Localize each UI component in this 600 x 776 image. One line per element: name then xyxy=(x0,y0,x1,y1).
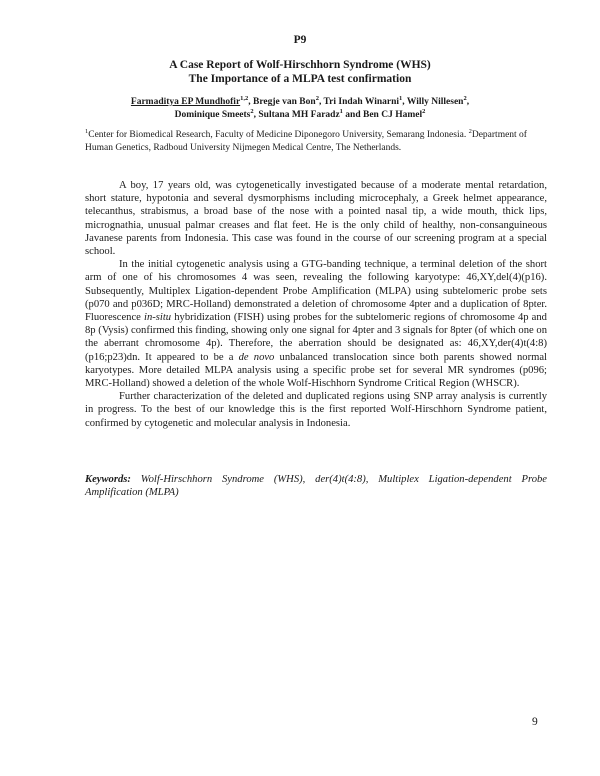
affiliations xyxy=(85,129,550,154)
author: Tri Indah Winarni xyxy=(323,97,400,107)
author-sup: 1 xyxy=(399,94,403,102)
author-separator: , xyxy=(248,97,254,107)
author: Willy Nillesen xyxy=(406,97,464,107)
author: Sultana MH Faradz xyxy=(258,110,340,120)
paragraph-2 xyxy=(85,258,547,390)
page-number: 9 xyxy=(532,716,538,728)
affiliation-sup: 2 xyxy=(468,127,472,135)
author-separator: , xyxy=(466,97,470,107)
paragraph-2-part-a: In the initial cytogenetic analysis using a GTG-banding technique, a terminal deletion of the short arm of one of his chromosomes 4 was seen, revealing the following karyotype: 46,XY,del(4)(p16). Subsequently, Multiplex Ligation-dependent Probe Amplification (MLPA) using subtelomeric probe sets (p070 and p036D; MRC-Holland) demonstrated a deletion of chromosome 4pter and a duplication of 8pter. Fluorescence xyxy=(85,259,547,324)
paragraph-1: A boy, 17 years old, was cytogenetically investigated because of a moderate mental retardation, short stature, hypotonia and several dysmorphisms including microcephaly, a Greek helmet appearance, telecanthus, strabismus, a broad base of the nose with a pointed nasal tip, a wide mouth, thick lips, micrognathia, unusual palmar creases and flat feet. He is the only child of healthy, non-consanguineous Javanese parents from Indonesia. This case was found in the course of our screening program at a special school. xyxy=(85,180,547,258)
keywords-label: Keywords: xyxy=(85,474,131,485)
italic-term-de-novo: de novo xyxy=(238,351,275,363)
author-and: and xyxy=(342,110,363,120)
author-list xyxy=(70,96,530,122)
author: Ben CJ Hamel xyxy=(363,110,423,120)
author-presenting: Farmaditya EP Mundhofir xyxy=(130,97,241,107)
affiliation-2: Department of Human Genetics, Radboud University Nijmegen Medical Centre, The Netherlands. xyxy=(85,130,527,153)
paragraph-2-part-c: unbalanced translocation since both parents showed normal karyotypes. More detailed MLPA analysis using a specific probe set for several MR syndromes (p096; MRC-Holland) showed a deletion of the whole Wolf-Hischhorn Syndrome Critical Region (WHSCR). xyxy=(85,351,547,390)
affiliation-sup: 1 xyxy=(85,127,89,135)
author-sup: 1 xyxy=(339,107,343,115)
paragraph-3: Further characterization of the deleted and duplicated regions using SNP array analysis is currently in progress. To the best of our knowledge this is the first reported Wolf-Hirschhorn Syndrome patient, confirmed by cytogenetic and molecular analysis in Indonesia. xyxy=(85,391,547,429)
abstract-code: P9 xyxy=(293,34,307,46)
author: Dominique Smeets xyxy=(174,110,251,120)
affiliation-1: Center for Biomedical Research, Faculty of Medicine Diponegoro University, Semarang Indonesia. xyxy=(88,130,469,140)
author-sup: 1,2 xyxy=(240,94,249,102)
author: Bregje van Bon xyxy=(253,97,316,107)
keywords-text: Wolf-Hirschhorn Syndrome (WHS), der(4)t(4:8), Multiplex Ligation-dependent Probe Amplification (MLPA) xyxy=(85,474,547,499)
paragraph-2-part-b: hybridization (FISH) using probes for the subtelomeric regions of chromosome 4p and 8p (Vysis) confirmed this finding, showing only one signal for 4pter and 3 signals for 8pter (of which one on the aberrant chromosome 4p). Therefore, the aberration should be designated as: 46,XY,der(4)t(4:8)(p16;p23)dn. It appeared to be a xyxy=(85,312,547,363)
author-separator: , xyxy=(318,97,324,107)
title-line-2: The Importance of a MLPA test confirmation xyxy=(188,73,412,85)
keywords xyxy=(85,473,547,499)
author-separator: , xyxy=(402,97,407,107)
abstract-title xyxy=(60,58,540,86)
author-sup: 2 xyxy=(463,94,467,102)
author-sup: 2 xyxy=(250,107,254,115)
author-separator: , xyxy=(253,110,259,120)
italic-term-in-situ: in-situ xyxy=(144,312,172,324)
title-line-1: A Case Report of Wolf-Hirschhorn Syndrome (WHS) xyxy=(169,59,431,71)
author-sup: 2 xyxy=(315,94,319,102)
abstract-body xyxy=(85,179,547,430)
author-sup: 2 xyxy=(422,107,426,115)
